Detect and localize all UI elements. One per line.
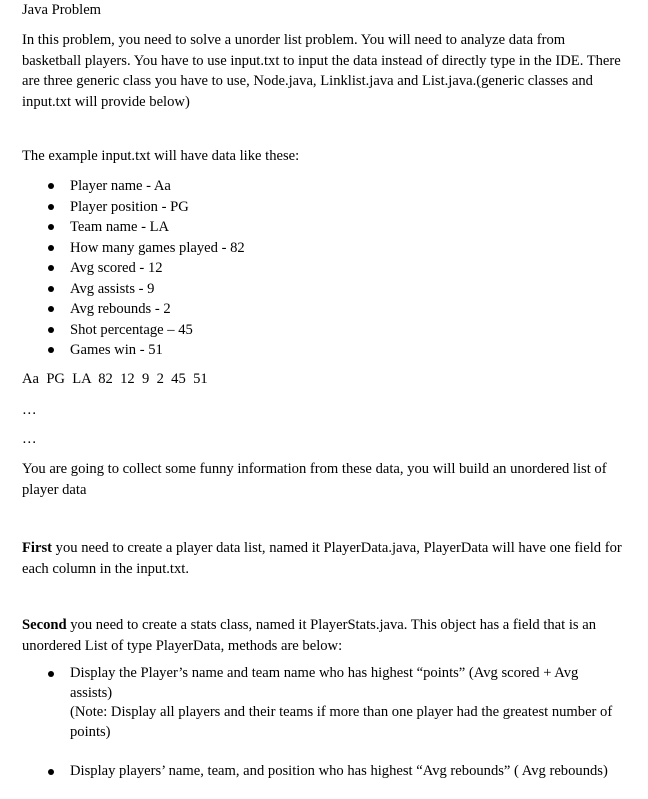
first-text: you need to create a player data list, named it PlayerData.java, PlayerData will have one field for each column in the input.txt. [22, 540, 622, 577]
bullet-icon [48, 265, 54, 271]
field-label: Player name - Aa [70, 178, 171, 194]
ellipsis: … [22, 431, 37, 447]
field-list [22, 176, 245, 361]
bullet-icon [48, 245, 54, 251]
intro-paragraph: In this problem, you need to solve a unorder list problem. You will need to analyze data from basketball players. You have to use input.txt to input the data instead of directly type in the IDE. There are three generic class you have to use, Node.java, Linklist.java and List.java.(generic classes and input.txt will provide below) [22, 32, 621, 110]
field-label: Avg scored - 12 [70, 260, 163, 276]
field-label: How many games played - 82 [70, 239, 245, 256]
method-text: Display players’ name, team, and position who has highest “Avg rebounds” ( Avg rebounds) [70, 763, 608, 779]
list-item [22, 340, 245, 361]
list-item [22, 762, 622, 782]
list-item [22, 197, 245, 218]
method-list [22, 664, 622, 782]
bullet-icon [48, 306, 54, 312]
list-item [22, 279, 245, 300]
bullet-icon [48, 204, 54, 210]
bullet-icon [48, 286, 54, 292]
list-item [22, 176, 245, 197]
second-paragraph [22, 615, 622, 656]
field-label: Player position - PG [70, 198, 189, 215]
bullet-icon [48, 347, 54, 353]
collect-paragraph: You are going to collect some funny information from these data, you will build an unordered list of player data [22, 461, 607, 498]
page-title: Java Problem [22, 2, 102, 18]
field-label: Avg assists - 9 [70, 280, 155, 297]
method-note: (Note: Display all players and their teams if more than one player had the greatest number of points) [70, 704, 613, 740]
list-item [22, 258, 245, 279]
sample-data-row: Aa PG LA 82 12 9 2 45 51 [22, 371, 208, 387]
field-label: Team name - LA [70, 219, 170, 235]
bullet-icon [48, 769, 54, 775]
example-heading: The example input.txt will have data like these: [22, 148, 300, 164]
list-item [22, 238, 245, 259]
list-item [22, 299, 245, 320]
list-item [22, 664, 622, 742]
second-text: you need to create a stats class, named it PlayerStats.java. This object has a field that is an unordered List of type PlayerData, methods are below: [22, 617, 597, 654]
bullet-icon [48, 327, 54, 333]
method-text: Display the Player’s name and team name who has highest “points” (Avg scored + Avg assists) [70, 665, 579, 701]
second-label: Second [22, 617, 67, 633]
ellipsis: … [22, 402, 37, 418]
field-label: Games win - 51 [70, 342, 163, 358]
list-item [22, 320, 245, 341]
bullet-icon [48, 671, 54, 677]
field-label: Avg rebounds - 2 [70, 301, 171, 317]
field-label: Shot percentage – 45 [70, 321, 193, 338]
first-paragraph [22, 538, 622, 579]
first-label: First [22, 540, 52, 556]
bullet-icon [48, 224, 54, 230]
bullet-icon [48, 183, 54, 189]
list-item [22, 217, 245, 238]
